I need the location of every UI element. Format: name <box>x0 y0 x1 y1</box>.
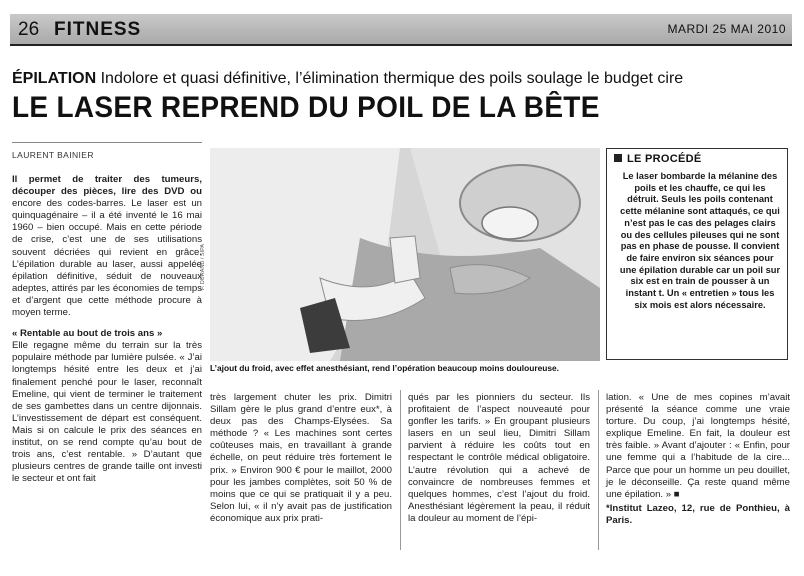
article-paragraph-1: encore des codes-barres. Le laser est un quinquagénaire – il a été inventé le 16 mai 1960 – bien occupé. Mais en cette période de crise, c’est une de ses utilisations souvent décriées qui revient en grâce. L’épilation durable au laser, aussi appelée épilation définitive, séduit de nouveaux adeptes, attirés par les économies de temps et d’argent que cette méthode procure à moyen terme. <box>12 198 202 319</box>
laser-treatment-photo-illustration <box>210 148 600 361</box>
page-number: 26 <box>18 19 40 40</box>
article-headline: LE LASER REPREND DU POIL DE LA BÊTE <box>12 91 600 124</box>
photo-caption: L’ajout du froid, avec effet anesthésiant, rend l’opération beaucoup moins douloureuse. <box>210 363 560 373</box>
article-column-1 <box>12 174 202 485</box>
article-footnote: *Institut Lazeo, 12, rue de Ponthieu, à Paris. <box>606 502 790 526</box>
article-paragraph-4: qués par les pionniers du secteur. Ils profitaient de l’aspect nouveauté pour gonfler les tarifs. » En groupant plusieurs lasers en un seul lieu, Dimitri Sillam parvient à réduire les coûts tout en respectant le contrôle médical obligatoire. L’autre révolution qui a achevé de convaincre de nombreuses femmes et quelques hommes, c’est l’ajout du froid. Anesthésiant légèrement la peau, il réduit la douleur au moment de l’épi- <box>408 392 590 524</box>
section-title: FITNESS <box>54 19 142 40</box>
article-lead: Il permet de traiter des tumeurs, découper des pièces, lire des DVD ou <box>12 174 202 198</box>
procedure-sidebar-title-text: LE PROCÉDÉ <box>627 153 702 165</box>
article-intertitle: « Rentable au bout de trois ans » <box>12 328 163 340</box>
column-divider <box>400 390 401 550</box>
article-column-3 <box>408 392 590 525</box>
article-author: LAURENT BAINIER <box>12 150 94 160</box>
procedure-sidebar-body: Le laser bombarde la mélanine des poils et les chauffe, ce qui les détruit. Seuls les poils contenant cette mélanine sont attaqués, ce qui n’est pas le cas des pelages clairs ou des cellules pileuses qui ne sont pas en phase de pousse. Il convient de faire environ six séances pour une épilation durable car un poil sur six est en train de pousser à un instant t. Un « entretien » tous les six mois est alors nécessaire. <box>619 171 781 310</box>
issue-date: MARDI 25 MAI 2010 <box>667 22 786 36</box>
article-column-2 <box>210 392 392 525</box>
article-photo <box>210 148 600 361</box>
article-deck: Indolore et quasi définitive, l’élimination thermique des poils soulage le budget cire <box>100 70 684 87</box>
procedure-sidebar-title <box>614 153 702 165</box>
article-column-4 <box>606 392 790 527</box>
article-kicker: ÉPILATION <box>12 70 97 87</box>
column-divider <box>598 390 599 550</box>
photo-credit: F. DURAND / SIPA <box>200 243 206 290</box>
article-paragraph-3: très largement chuter les prix. Dimitri Sillam gère le plus grand d’entre eux*, à deux pas des Champs-Elysées. Sa méthode ? « Les machines sont certes coûteuses mais, en travaillant à grande échelle, on peut réduire très fortement le prix. » Environ 900 € pour le maillot, 2000 pour les jambes complètes, soit 50 % de moins que ce qui se pratiquait il y a peu. Selon lui, « il n’y avait pas de justification économique aux prix prati- <box>210 392 392 524</box>
square-bullet-icon <box>614 154 622 162</box>
article-paragraph-2: Elle regagne même du terrain sur la très populaire méthode par lumière pulsée. « J’ai longtemps hésité entre les deux et j’ai finalement penché pour le laser, reconnaît Emeline, qui vient de terminer le traitement de ses gambettes dans un centre dijonnais. L’investissement de départ est conséquent. Mais si on calcule le prix des séances en institut, on se rend compte qu’au bout de trois ans, c’est rentable. » D’autant que plusieurs centres de grande taille ont investi le secteur et ont fait <box>12 340 202 485</box>
article-paragraph-5: lation. « Une de mes copines m’avait présenté la séance comme une vraie torture. Du coup, j’ai longtemps hésité, explique Emeline. En fait, la douleur est très faible. » Avant d’ajouter : « Enfin, pour une femme qui a l’habitude de la cire... Parce que pour un homme un peu douillet, je le déconseille. Ça reste quand même une épilation. » ■ <box>606 392 790 500</box>
article-kicker-line <box>12 70 792 88</box>
author-rule <box>12 142 202 143</box>
